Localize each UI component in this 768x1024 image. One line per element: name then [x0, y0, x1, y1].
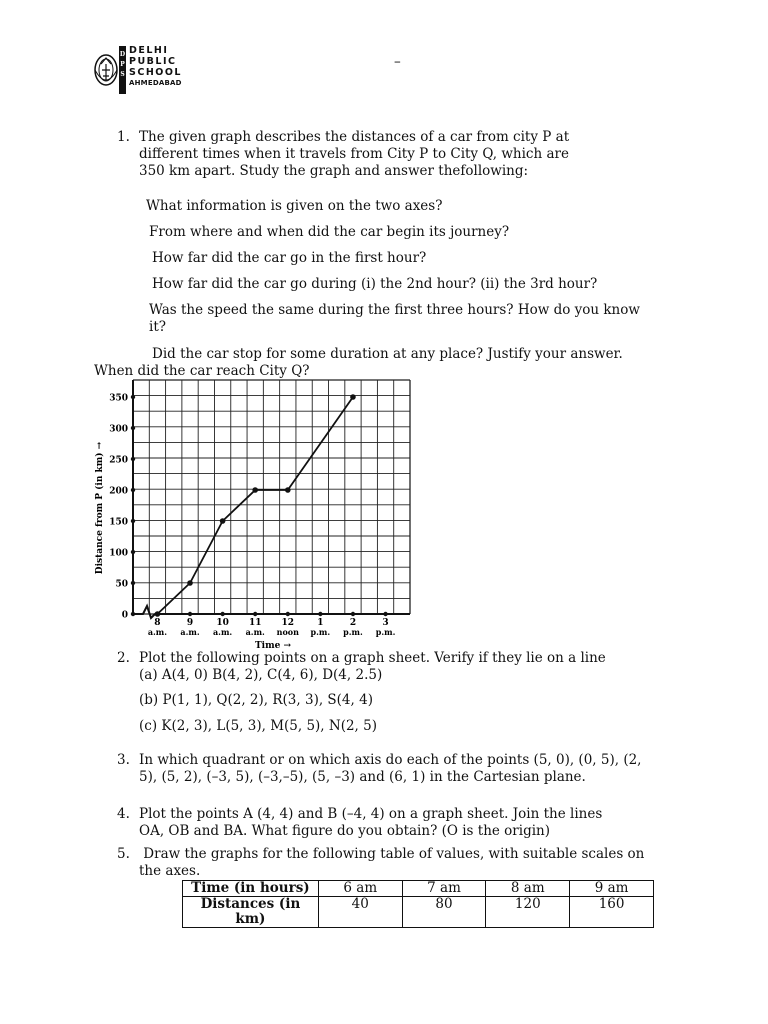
- q5-line-1: Draw the graphs for the following table of values, with suitable scales on: [139, 846, 645, 862]
- q1-line-1: The given graph describes the distances of a car from city P at: [139, 129, 570, 145]
- q1-line-2: different times when it travels from City P to City Q, which are: [139, 146, 569, 162]
- x-tick-label: 2: [349, 618, 357, 628]
- x-tick-sublabel: noon: [276, 627, 299, 637]
- q2-c: (c) K(2, 3), L(5, 3), M(5, 5), N(2, 5): [139, 718, 377, 734]
- school-name-line3: SCHOOL: [129, 67, 182, 78]
- data-point: [155, 611, 161, 617]
- y-tick-label: 300: [109, 424, 128, 435]
- q2-number: 2.: [117, 650, 130, 666]
- school-name-line1: DELHI: [129, 45, 169, 56]
- q5-line-2: the axes.: [139, 863, 201, 879]
- q1-sub-4: How far did the car go during (i) the 2nd hour? (ii) the 3rd hour?: [152, 276, 598, 292]
- chart-axes: [133, 380, 410, 618]
- distance-line: [157, 397, 353, 614]
- header-dash: –: [394, 54, 401, 70]
- y-tick-dot: [131, 488, 135, 492]
- values-table: [182, 880, 654, 928]
- table-row: [183, 897, 654, 928]
- q3-number: 3.: [117, 752, 130, 768]
- y-tick-dot: [131, 519, 135, 523]
- x-axis-line: [133, 606, 410, 618]
- x-tick-sublabel: p.m.: [375, 627, 396, 637]
- school-crest-icon: [92, 44, 126, 96]
- table-cell: 120: [486, 897, 570, 928]
- q3-line-2: 5), (5, 2), (–3, 5), (–3,–5), (5, –3) and (6, 1) in the Cartesian plane.: [139, 769, 586, 785]
- x-tick-label: 10: [216, 618, 229, 628]
- table-cell: 7 am: [402, 881, 486, 897]
- y-tick-dot: [131, 426, 135, 430]
- school-name-line2: PUBLIC: [129, 56, 177, 67]
- y-tick-dot: [131, 612, 135, 616]
- data-point: [220, 518, 226, 524]
- table-cell: 8 am: [486, 881, 570, 897]
- school-logo: [92, 44, 187, 96]
- x-axis-label: Time →: [254, 641, 292, 651]
- x-tick-sublabel: a.m.: [147, 627, 168, 637]
- y-tick-label: 200: [109, 486, 128, 497]
- x-tick-dot: [220, 612, 224, 616]
- y-tick-dot: [131, 550, 135, 554]
- q1-sub-2: From where and when did the car begin its journey?: [149, 224, 510, 240]
- x-tick-dot: [286, 612, 290, 616]
- y-tick-label: 100: [109, 548, 128, 559]
- table-header-time: Time (in hours): [183, 881, 319, 897]
- y-tick-label: 250: [109, 455, 128, 466]
- data-point: [285, 487, 291, 493]
- x-tick-sublabel: a.m.: [245, 627, 265, 637]
- q4-number: 4.: [117, 806, 130, 822]
- table-header-distance: [183, 897, 319, 928]
- x-tick-label: 9: [186, 618, 194, 628]
- x-tick-sublabel: a.m.: [180, 627, 200, 637]
- x-tick-sublabel: p.m.: [343, 627, 363, 637]
- data-point: [187, 580, 193, 586]
- y-tick-label: 150: [109, 517, 128, 528]
- x-tick-dot: [383, 612, 387, 616]
- table-row: [183, 881, 654, 897]
- q1-sub-6: Did the car stop for some duration at any place? Justify your answer.: [152, 346, 623, 362]
- table-cell: 6 am: [318, 881, 402, 897]
- q1-sub-5: Was the speed the same during the first three hours? How do you know: [149, 302, 640, 318]
- table-header-distance-a: Distances (in: [200, 896, 301, 912]
- data-point: [252, 487, 258, 493]
- x-tick-label: 3: [382, 618, 389, 628]
- y-tick-dot: [131, 395, 135, 399]
- x-tick-label: 1: [317, 618, 324, 628]
- x-tick-label: 11: [248, 618, 262, 628]
- q2-text: Plot the following points on a graph sheet. Verify if they lie on a line: [139, 650, 606, 666]
- svg-text:S: S: [120, 71, 125, 78]
- chart-grid: [133, 380, 410, 614]
- distance-time-graph: [88, 376, 422, 652]
- x-tick-sublabel: p.m.: [310, 627, 331, 637]
- x-tick-label: 8: [154, 618, 161, 628]
- data-point: [350, 394, 356, 400]
- school-city: AHMEDABAD: [129, 79, 182, 87]
- x-tick-dot: [318, 612, 322, 616]
- x-tick-dot: [253, 612, 257, 616]
- table-cell: 160: [570, 897, 654, 928]
- q1-sub-3: How far did the car go in the first hour?: [152, 250, 427, 266]
- q4-line-2: OA, OB and BA. What figure do you obtain? (O is the origin): [139, 823, 550, 839]
- q2-b: (b) P(1, 1), Q(2, 2), R(3, 3), S(4, 4): [139, 692, 373, 708]
- table-cell: 40: [318, 897, 402, 928]
- q2-a: (a) A(4, 0) B(4, 2), C(4, 6), D(4, 2.5): [139, 667, 383, 683]
- table-cell: 9 am: [570, 881, 654, 897]
- y-tick-dot: [131, 581, 135, 585]
- q1-sub-7: When did the car reach City Q?: [94, 363, 310, 379]
- x-tick-dot: [351, 612, 355, 616]
- table-cell: 80: [402, 897, 486, 928]
- svg-text:D: D: [119, 51, 126, 58]
- y-tick-label: 50: [115, 579, 128, 590]
- q1-sub-1: What information is given on the two axes?: [146, 198, 443, 214]
- x-tick-sublabel: a.m.: [213, 627, 233, 637]
- q1-sub-5b: it?: [149, 319, 166, 335]
- q4-line-1: Plot the points A (4, 4) and B (–4, 4) on a graph sheet. Join the lines: [139, 806, 603, 822]
- q3-line-1: In which quadrant or on which axis do each of the points (5, 0), (0, 5), (2,: [139, 752, 642, 768]
- y-tick-dot: [131, 457, 135, 461]
- q5-number: 5.: [117, 846, 130, 862]
- q1-number: 1.: [117, 129, 130, 145]
- y-tick-label: 350: [109, 393, 128, 404]
- svg-text:P: P: [120, 61, 125, 68]
- q1-line-3: 350 km apart. Study the graph and answer thefollowing:: [139, 163, 529, 179]
- x-tick-label: 12: [281, 618, 295, 628]
- x-tick-dot: [188, 612, 192, 616]
- y-tick-label: 0: [121, 610, 128, 621]
- table-header-distance-b: km): [235, 911, 266, 927]
- y-axis-label: Distance from P (in km) →: [95, 441, 105, 575]
